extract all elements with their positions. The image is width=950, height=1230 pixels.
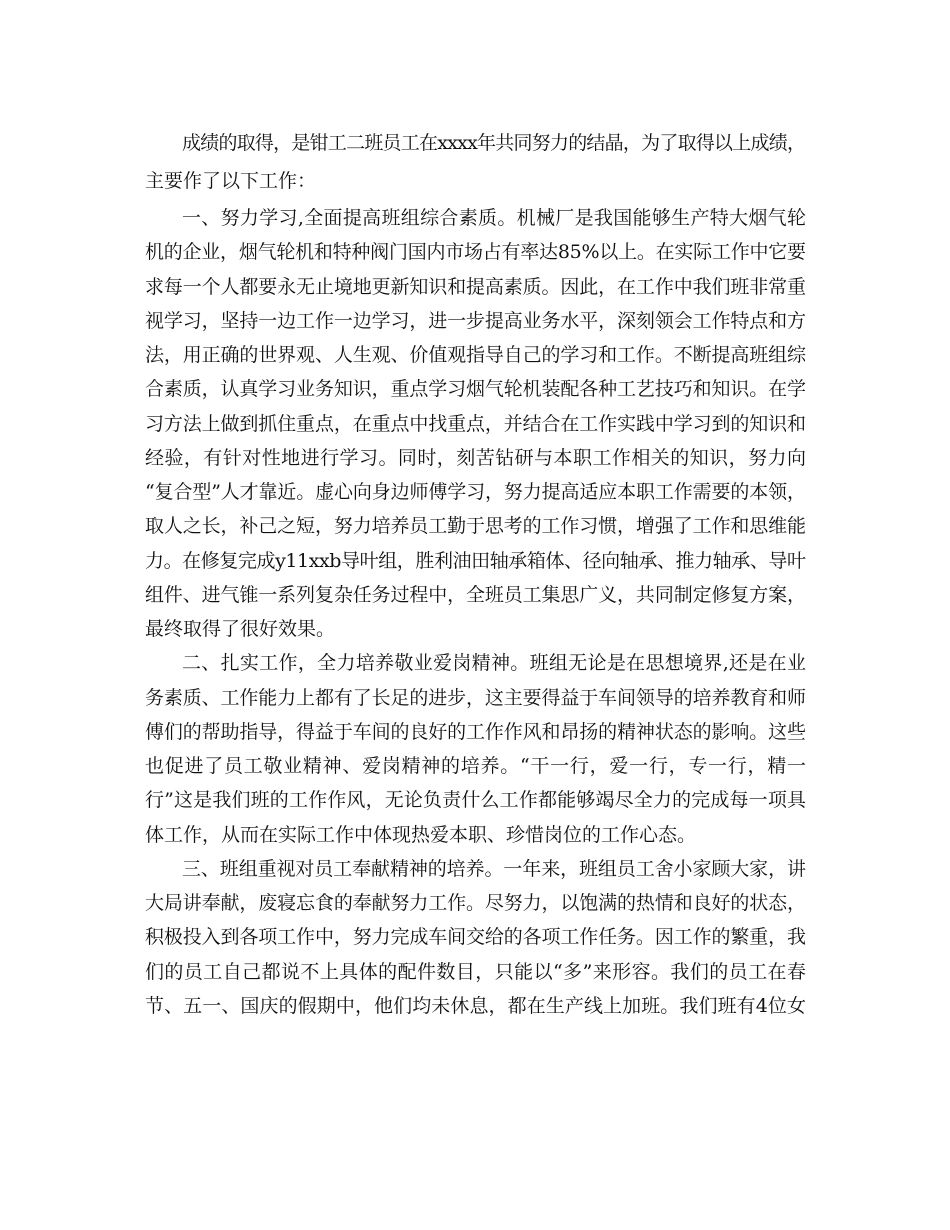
text-line: 务素质、工作能力上都有了长足的进步，这主要得益于车间领导的培养教育和师 [145, 687, 806, 709]
text-line: 一、努力学习,全面提高班组综合素质。机械厂是我国能够生产特大烟气轮 [182, 207, 807, 229]
text-line: 习方法上做到抓住重点，在重点中找重点，并结合在工作实践中学习到的知识和 [145, 413, 806, 435]
text-line: 力。在修复完成y11xxb导叶组，胜利油田轴承箱体、径向轴承、推力轴承、导叶 [145, 550, 806, 572]
text-line: 最终取得了很好效果。 [145, 618, 336, 640]
text-line: 三、班组重视对员工奉献精神的培养。一年来，班组员工舍小家顾大家，讲 [182, 858, 806, 880]
text-line: 行”这是我们班的工作作风，无论负责什么工作都能够竭尽全力的完成每一项具 [145, 789, 807, 811]
text-line: 组件、进气锥一系列复杂任务过程中，全班员工集思广义，共同制定修复方案， [145, 584, 806, 606]
text-line: 求每一个人都要永无止境地更新知识和提高素质。因此，在工作中我们班非常重 [145, 276, 806, 298]
text-line: 大局讲奉献，废寝忘食的奉献努力工作。尽努力，以饱满的热情和良好的状态， [145, 892, 806, 914]
text-line: 傅们的帮助指导，得益于车间的良好的工作作风和昂扬的精神状态的影响。这些 [145, 721, 806, 743]
text-line: 合素质，认真学习业务知识，重点学习烟气轮机装配各种工艺技巧和知识。在学 [145, 378, 806, 400]
text-line: 体工作，从而在实际工作中体现热爱本职、珍惜岗位的工作心态。 [145, 824, 697, 846]
text-line: “复合型”人才靠近。虚心向身边师傅学习，努力提高适应本职工作需要的本领， [145, 481, 806, 503]
text-line: 成绩的取得，是钳工二班员工在xxxx年共同努力的结晶，为了取得以上成绩， [182, 132, 806, 154]
text-line: 法，用正确的世界观、人生观、价值观指导自己的学习和工作。不断提高班组综 [145, 344, 806, 366]
text-line: 视学习，坚持一边工作一边学习，进一步提高业务水平，深刻领会工作特点和方 [145, 310, 806, 332]
text-line: 二、扎实工作，全力培养敬业爱岗精神。班组无论是在思想境界,还是在业 [182, 652, 807, 674]
text-line: 们的员工自己都说不上具体的配件数目，只能以“多”来形容。我们的员工在春 [145, 961, 807, 983]
text-line: 也促进了员工敬业精神、爱岗精神的培养。“干一行，爱一行，专一行，精一 [145, 755, 807, 777]
text-line: 节、五一、国庆的假期中，他们均未休息，都在生产线上加班。我们班有4位女 [145, 995, 807, 1017]
text-line: 经验，有针对性地进行学习。同时，刻苦钻研与本职工作相关的知识，努力向 [145, 447, 807, 469]
text-line: 机的企业，烟气轮机和特种阀门国内市场占有率达85%以上。在实际工作中它要 [145, 241, 806, 263]
text-line: 取人之长，补己之短，努力培养员工勤于思考的工作习惯，增强了工作和思维能 [145, 515, 806, 537]
text-line: 积极投入到各项工作中，努力完成车间交给的各项工作任务。因工作的繁重，我 [145, 926, 806, 948]
text-line: 主要作了以下工作： [145, 170, 317, 192]
